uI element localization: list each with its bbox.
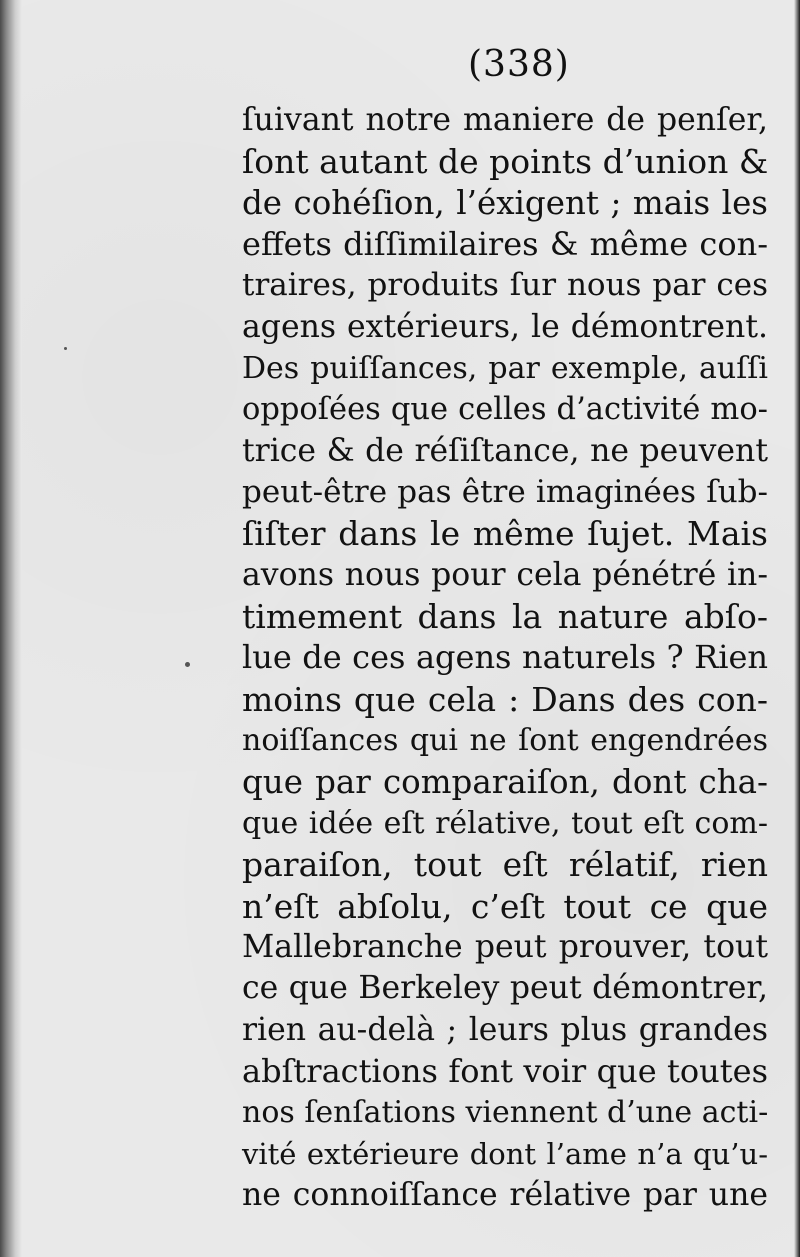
- text-line: abſtractions font voir que toutes: [242, 1051, 768, 1090]
- text-line: que idée eſt rélative, tout eſt com-: [242, 805, 768, 841]
- text-line: noiſſances qui ne ſont engendrées: [242, 723, 768, 759]
- text-line: paraiſon, tout eſt rélatif, rien: [242, 845, 768, 885]
- text-line: n’eſt abſolu, c’eſt tout ce que: [242, 886, 768, 926]
- text-line: peut-être pas être imaginées ſub-: [242, 474, 768, 511]
- page-number: (338): [468, 44, 570, 85]
- text-line: Des puiſſances, par exemple, auſſi: [242, 351, 768, 387]
- text-line: de cohéſion, l’éxigent ; mais les: [242, 183, 768, 222]
- text-line: Mallebranche peut prouver, tout: [242, 928, 768, 965]
- text-line: que par comparaiſon, dont cha-: [242, 762, 768, 801]
- paper-speck: [64, 347, 67, 350]
- paper-speck: [185, 662, 190, 667]
- text-line: avons nous pour cela pénétré in-: [242, 556, 768, 593]
- text-line: trice & de réſiſtance, ne peuvent: [242, 432, 768, 469]
- text-line: nos ſenſations viennent d’une acti-: [242, 1095, 769, 1131]
- text-line: ce que Berkeley peut démontrer,: [242, 970, 768, 1007]
- text-line: ſiſter dans le même ſujet. Mais: [242, 514, 768, 554]
- text-line: vité extérieure dont l’ame n’a qu’u-: [242, 1136, 768, 1171]
- page-gutter-shadow: [0, 0, 22, 1257]
- text-line: agens extérieurs, le démontrent.: [242, 308, 768, 345]
- text-line: effets diſſimilaires & même con-: [242, 225, 768, 264]
- text-line: timement dans la nature abſo-: [242, 597, 768, 637]
- text-line: ſuivant notre maniere de penſer,: [242, 102, 768, 138]
- text-line: rien au-delà ; leurs plus grandes: [242, 1011, 768, 1048]
- page-edge-shadow: [794, 0, 800, 1257]
- text-line: ne connoiſſance rélative par une: [242, 1176, 768, 1213]
- body-text: [242, 100, 768, 1216]
- text-line: ſont autant de points d’union &: [242, 142, 769, 182]
- text-line: lue de ces agens naturels ? Rien: [242, 638, 768, 677]
- text-line: traires, produits ſur nous par ces: [242, 267, 768, 304]
- text-line: oppoſées que celles d’activité mo-: [242, 392, 768, 428]
- text-line: moins que cela : Dans des con-: [242, 679, 768, 719]
